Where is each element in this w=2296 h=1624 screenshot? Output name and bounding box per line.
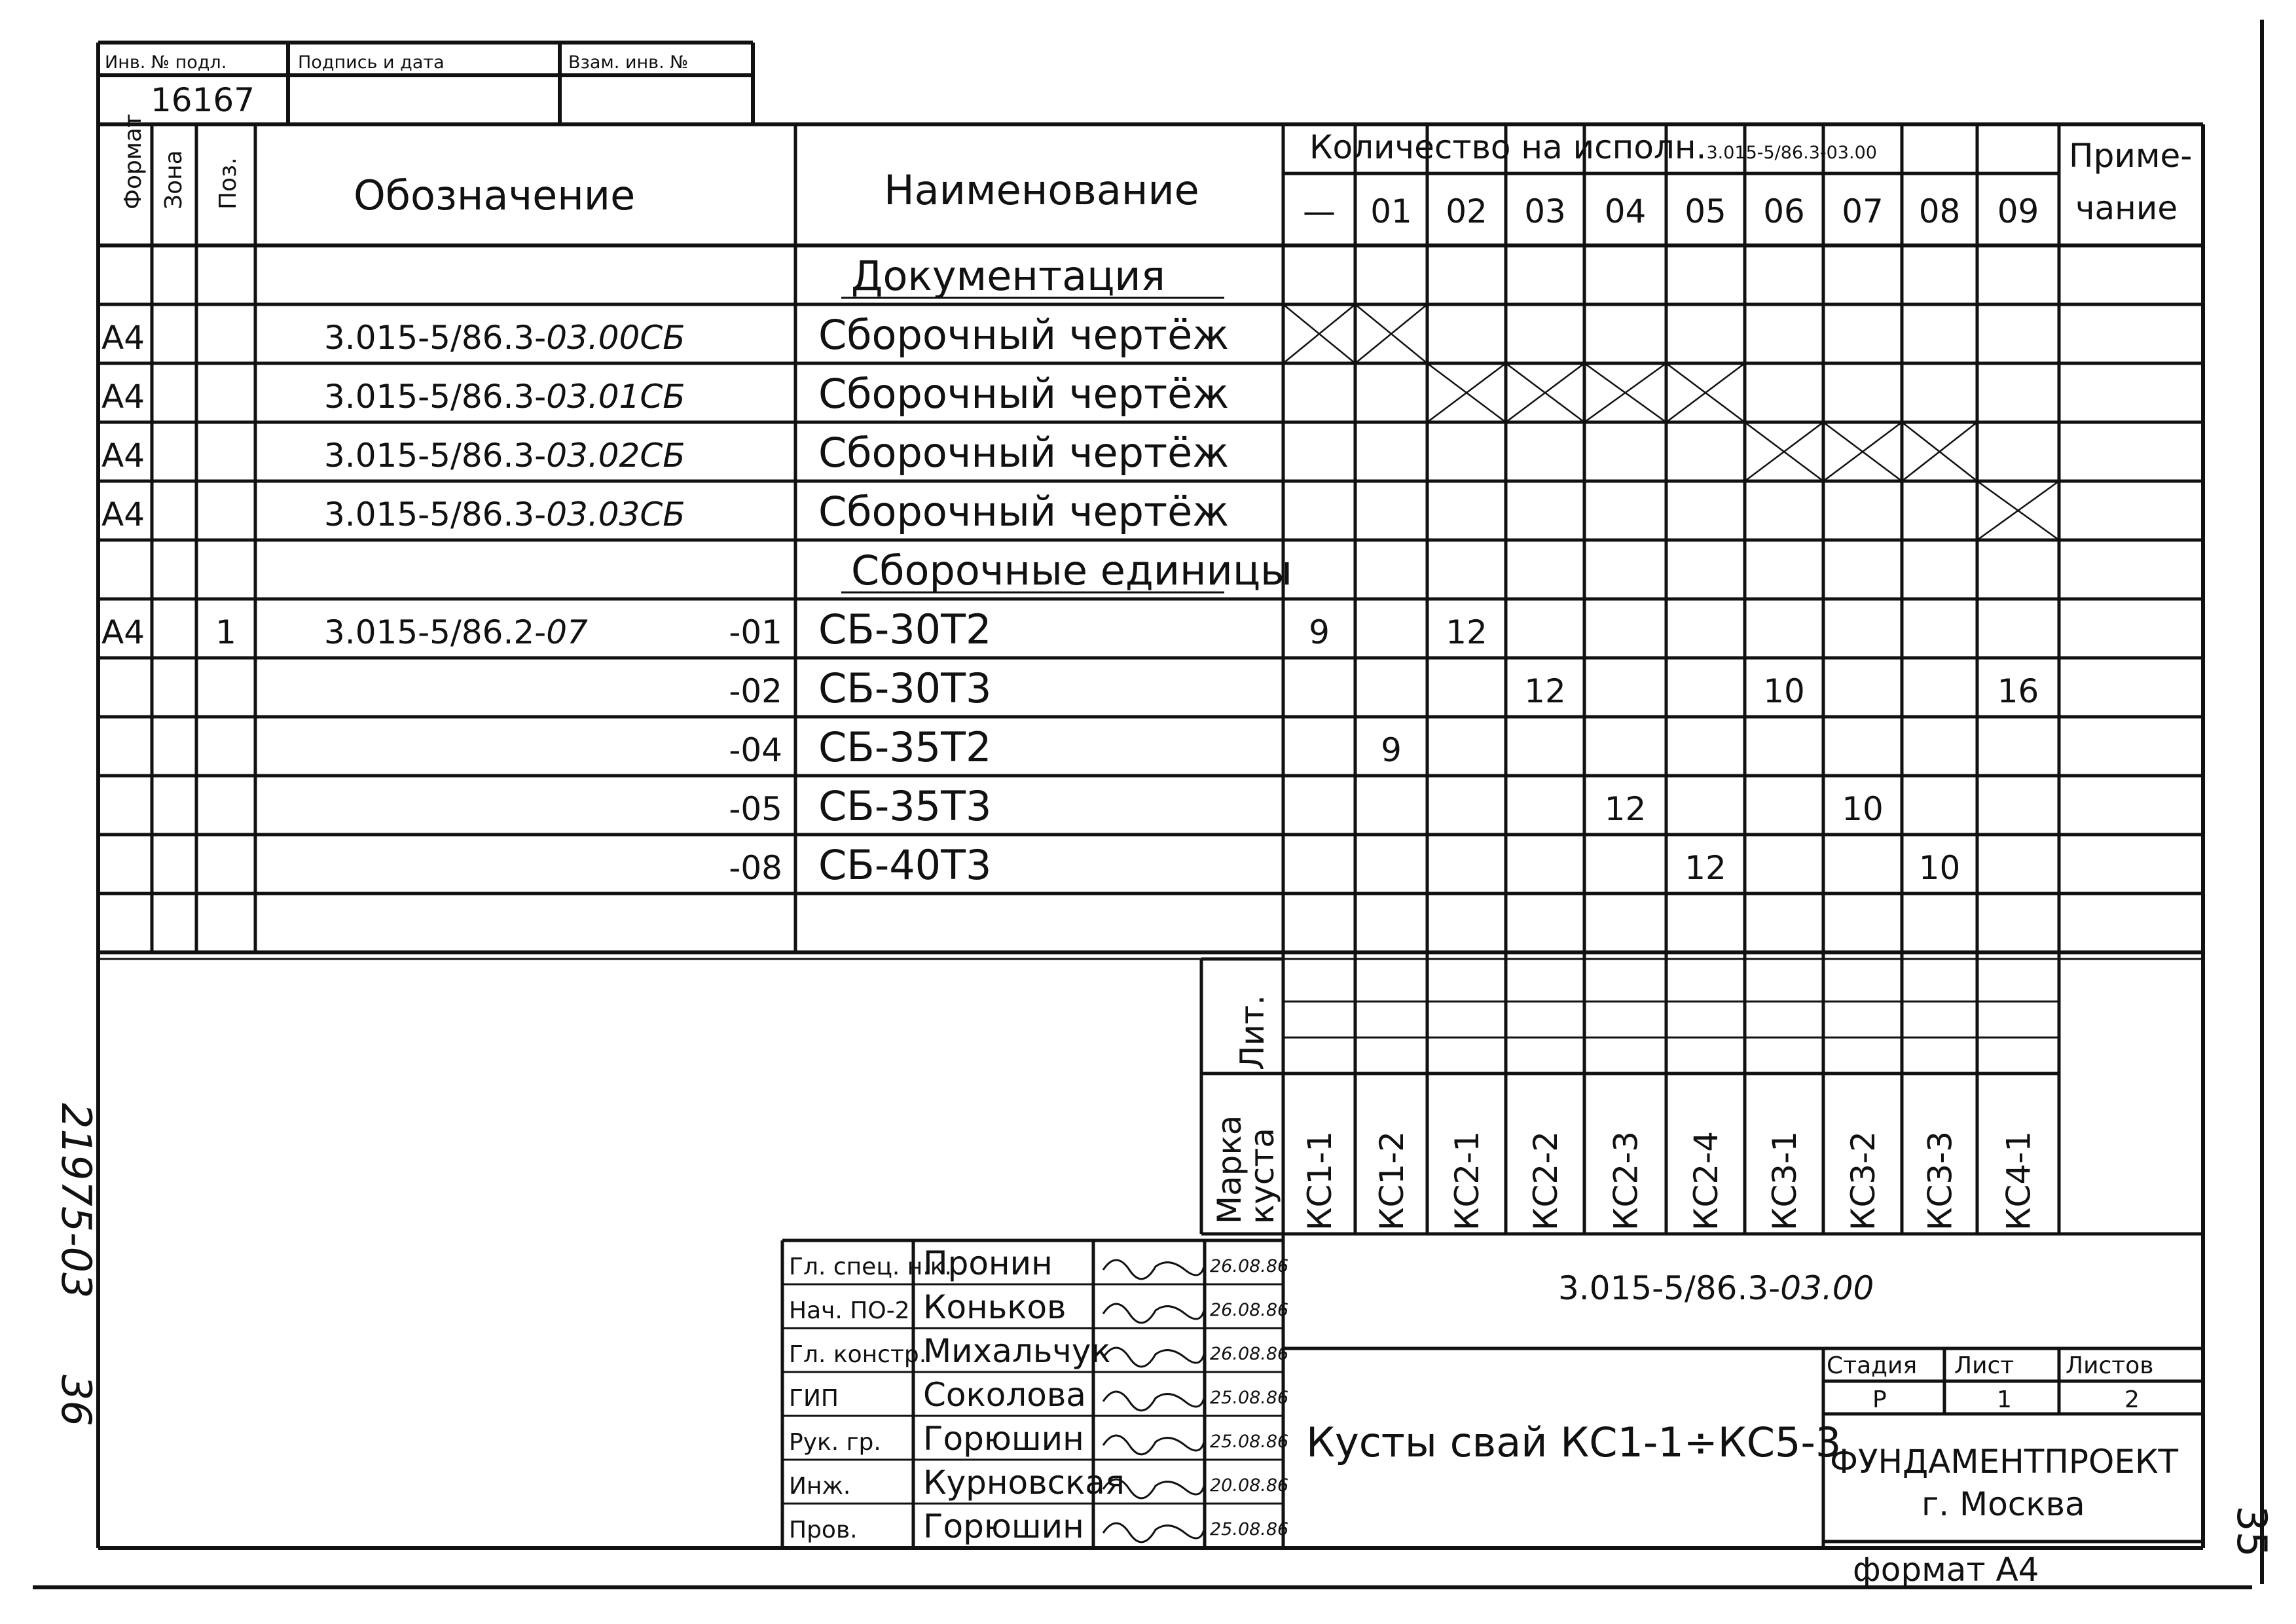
- bush-marks: [1301, 1131, 2038, 1231]
- signer-role: Рук. гр.: [789, 1429, 881, 1456]
- bush-mark: КС4-1: [1999, 1130, 2038, 1231]
- signer-name: Горюшин: [923, 1507, 1084, 1545]
- top-stamp: [98, 43, 753, 124]
- organization-name: ФУНДАМЕНТПРОЕКТ: [1830, 1443, 2178, 1481]
- col-format-header: Формат: [120, 113, 147, 209]
- row-name: Сборочный чертёж: [818, 311, 1230, 359]
- replace-header: Взам. инв. №: [568, 52, 689, 73]
- mark-label-2: куста: [1243, 1127, 1281, 1224]
- row-name: Сборочный чертёж: [818, 370, 1230, 418]
- signer-role: Пров.: [789, 1517, 858, 1543]
- bush-mark: КС3-3: [1921, 1130, 1959, 1231]
- variant-label: 05: [1685, 192, 1726, 230]
- stage-label: Стадия: [1827, 1352, 1918, 1379]
- sign-date: 25.08.86: [1210, 1388, 1289, 1408]
- variant-labels: [1303, 192, 2039, 230]
- row-designation-prefix: 3.015-5/86.3-: [324, 378, 547, 416]
- sign-date: 25.08.86: [1210, 1432, 1289, 1452]
- row-designation-prefix: 3.015-5/86.2-: [324, 613, 547, 651]
- signature-scribble: [1103, 1260, 1205, 1279]
- section-heading: Документация: [851, 252, 1165, 300]
- variant-label: 06: [1763, 192, 1805, 230]
- sign-date: 26.08.86: [1210, 1300, 1289, 1320]
- row-name: СБ-35Т3: [818, 782, 992, 830]
- signer-name: Коньков: [923, 1288, 1066, 1326]
- row-variant-suffix: -05: [729, 790, 782, 828]
- sheets-label: Листов: [2066, 1352, 2154, 1379]
- row-variant-suffix: -01: [729, 613, 782, 651]
- bush-mark: КС2-1: [1448, 1130, 1486, 1231]
- row-name: СБ-30Т3: [818, 664, 992, 712]
- signer-name: Курновская: [923, 1464, 1125, 1502]
- col-zone-header: Зона: [160, 150, 187, 209]
- inv-header: Инв. № подл.: [105, 52, 227, 73]
- object-name: Кусты свай КС1-1÷КС5-3: [1306, 1418, 1842, 1466]
- album-code: 21975-03: [52, 1103, 100, 1299]
- signature-scribble: [1103, 1304, 1205, 1323]
- row-variant-suffix: -02: [729, 672, 782, 710]
- bush-mark: КС1-1: [1301, 1130, 1339, 1231]
- row-variant-suffix: -04: [729, 731, 782, 769]
- qty-value: 10: [1842, 790, 1884, 828]
- qty-value: 10: [1918, 849, 1961, 887]
- qty-value: 9: [1381, 731, 1402, 769]
- row-format: А4: [101, 378, 145, 416]
- row-format: А4: [101, 613, 145, 651]
- row-position: 1: [215, 613, 236, 651]
- bush-mark: КС2-4: [1687, 1130, 1725, 1231]
- signature-scribble: [1103, 1348, 1205, 1367]
- page-number: 35: [2228, 1506, 2276, 1557]
- sheet-value: 1: [1997, 1386, 2012, 1413]
- qty-value: 12: [1446, 613, 1487, 651]
- stage-value: Р: [1872, 1386, 1887, 1413]
- row-name: Сборочный чертёж: [818, 429, 1230, 477]
- signer-role: Инж.: [789, 1473, 851, 1500]
- row-format: А4: [101, 496, 145, 533]
- section-heading: Сборочные единицы: [851, 547, 1293, 594]
- row-name: Сборочный чертёж: [818, 488, 1230, 535]
- sheets-value: 2: [2124, 1386, 2140, 1413]
- sheet-format: формат А4: [1853, 1551, 2039, 1589]
- signer-name: Пронин: [923, 1244, 1053, 1282]
- bush-mark-grid: [98, 959, 2203, 1234]
- row-designation-code: 03.03СБ: [546, 496, 685, 533]
- note-header-1: Приме-: [2069, 137, 2193, 175]
- qty-value: 12: [1524, 672, 1566, 710]
- bush-mark: КС3-2: [1844, 1130, 1882, 1231]
- sheet-label: Лист: [1954, 1352, 2014, 1379]
- document-designation: 3.015-5/86.3-03.00: [1558, 1269, 1874, 1307]
- row-designation-prefix: 3.015-5/86.3-: [324, 496, 547, 533]
- note-header-2: чание: [2075, 189, 2178, 227]
- qty-value: 12: [1685, 849, 1726, 887]
- lit-label: Лит.: [1233, 994, 1271, 1070]
- variant-label: —: [1303, 192, 1336, 230]
- row-designation: [324, 437, 685, 475]
- sign-date: 26.08.86: [1210, 1256, 1289, 1276]
- qty-value: 10: [1763, 672, 1805, 710]
- signer-role: ГИП: [789, 1385, 839, 1412]
- qty-value: 12: [1604, 790, 1647, 828]
- row-designation-code: 03.01СБ: [546, 378, 685, 416]
- signer-name: Соколова: [923, 1376, 1086, 1414]
- variant-label: 03: [1524, 192, 1566, 230]
- signer-role: Гл. констр.: [789, 1341, 927, 1368]
- row-format: А4: [101, 319, 145, 357]
- bush-mark: КС2-2: [1527, 1130, 1565, 1231]
- title-block: [1283, 1234, 2203, 1589]
- col-name-header: Наименование: [884, 166, 1199, 214]
- sign-date: 20.08.86: [1210, 1475, 1289, 1496]
- qty-value: 16: [1997, 672, 2039, 710]
- row-name: СБ-30Т2: [818, 605, 992, 653]
- sign-date: 26.08.86: [1210, 1344, 1289, 1364]
- signature-scribble: [1103, 1392, 1205, 1411]
- variant-label: 02: [1446, 192, 1487, 230]
- signer-name: Михальчук: [923, 1332, 1111, 1370]
- row-format: А4: [101, 437, 145, 475]
- variant-label: 01: [1370, 192, 1412, 230]
- inv-number: 16167: [151, 81, 255, 119]
- mark-label-1: Марка: [1211, 1115, 1248, 1224]
- signer-role: Гл. спец. н.к.: [789, 1254, 952, 1280]
- album-page: 36: [52, 1375, 100, 1426]
- variant-label: 09: [1997, 192, 2039, 230]
- col-designation-header: Обозначение: [354, 171, 636, 219]
- row-designation-code: 03.02СБ: [546, 437, 685, 475]
- signature-scribble: [1103, 1523, 1205, 1542]
- variant-label: 08: [1918, 192, 1961, 230]
- qty-header: Количество на исполн.3.015-5/86.3-03.00: [1309, 128, 1877, 166]
- bush-mark: КС3-1: [1766, 1130, 1804, 1231]
- row-designation: [324, 378, 685, 416]
- variant-label: 04: [1604, 192, 1647, 230]
- row-name: СБ-35Т2: [818, 723, 992, 771]
- row-name: СБ-40Т3: [818, 841, 992, 889]
- bush-mark-labels: [1211, 995, 1281, 1224]
- row-designation-code: 03.00СБ: [546, 319, 685, 357]
- row-designation: [324, 613, 588, 651]
- sign-date: 25.08.86: [1210, 1519, 1289, 1540]
- signer-role: Нач. ПО-2: [789, 1297, 910, 1324]
- bush-mark: КС1-2: [1373, 1130, 1411, 1231]
- qty-value: 9: [1309, 613, 1330, 651]
- signature-people: [789, 1244, 1288, 1545]
- signature-scribble: [1103, 1435, 1205, 1454]
- organization-city: г. Москва: [1922, 1485, 2085, 1523]
- variant-label: 07: [1842, 192, 1884, 230]
- sign-header: Подпись и дата: [298, 52, 445, 73]
- row-designation: [324, 319, 685, 357]
- row-designation-prefix: 3.015-5/86.3-: [324, 437, 547, 475]
- signer-name: Горюшин: [923, 1420, 1084, 1458]
- bush-mark: КС2-3: [1607, 1130, 1645, 1231]
- row-variant-suffix: -08: [729, 849, 782, 887]
- col-pos-header: Поз.: [215, 157, 242, 209]
- row-designation-prefix: 3.015-5/86.3-: [324, 319, 547, 357]
- row-designation-code: 07: [546, 613, 588, 651]
- spec-rows: [101, 252, 2039, 889]
- row-designation: [324, 496, 685, 533]
